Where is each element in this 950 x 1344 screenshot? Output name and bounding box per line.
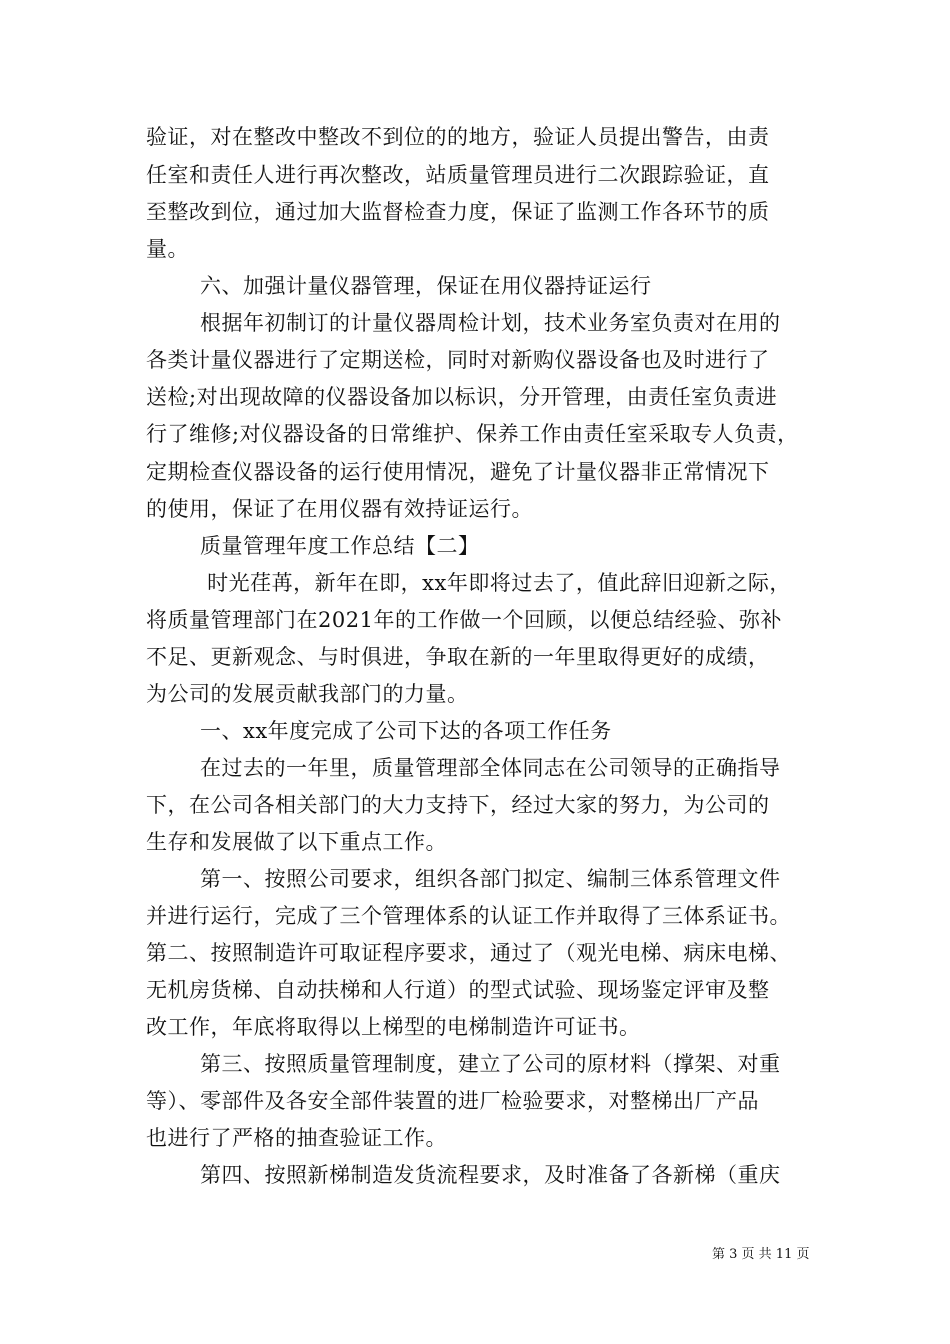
- text-line: 时光荏苒，新年在即，xx年即将过去了，值此辞旧迎新之际，: [200, 571, 791, 595]
- text-line: 在过去的一年里，质量管理部全体同志在公司领导的正确指导: [200, 756, 781, 780]
- page-number-footer: 第 3 页 共 11 页: [712, 1247, 810, 1262]
- text-line: 为公司的发展贡献我部门的力量。: [146, 682, 469, 706]
- text-line: 等）、零部件及各安全部件装置的进厂检验要求，对整梯出厂产品: [146, 1089, 759, 1113]
- text-line: 第四、按照新梯制造发货流程要求，及时准备了各新梯（重庆: [200, 1163, 781, 1187]
- text-line: 第二、按照制造许可取证程序要求，通过了（观光电梯、病床电梯、: [146, 941, 791, 965]
- text-line: 行了维修;对仪器设备的日常维护、保养工作由责任室采取专人负责，: [146, 422, 799, 446]
- text-line: 并进行运行，完成了三个管理体系的认证工作并取得了三体系证书。: [146, 904, 791, 928]
- text-line: 送检;对出现故障的仪器设备加以标识，分开管理，由责任室负责进: [146, 385, 778, 409]
- text-line: 至整改到位，通过加大监督检查力度，保证了监测工作各环节的质: [146, 200, 770, 224]
- text-line: 不足、更新观念、与时俱进，争取在新的一年里取得更好的成绩，: [146, 645, 770, 669]
- text-line: 第一、按照公司要求，组织各部门拟定、编制三体系管理文件: [200, 867, 781, 891]
- text-line: 生存和发展做了以下重点工作。: [146, 830, 447, 854]
- text-line: 定期检查仪器设备的运行使用情况，避免了计量仪器非正常情况下: [146, 460, 770, 484]
- text-line: 将质量管理部门在2021年的工作做一个回顾，以便总结经验、弥补: [146, 608, 782, 632]
- section-heading: 六、加强计量仪器管理，保证在用仪器持证运行: [200, 274, 652, 298]
- document-subtitle: 质量管理年度工作总结【二】: [200, 534, 480, 558]
- text-line: 量。: [146, 237, 189, 261]
- text-line: 验证，对在整改中整改不到位的的地方，验证人员提出警告，由责: [146, 125, 770, 149]
- text-line: 无机房货梯、自动扶梯和人行道）的型式试验、现场鉴定评审及整: [146, 978, 770, 1002]
- text-line: 下，在公司各相关部门的大力支持下，经过大家的努力，为公司的: [146, 793, 770, 817]
- section-heading: 一、xx年度完成了公司下达的各项工作任务: [200, 719, 612, 743]
- text-line: 任室和责任人进行再次整改，站质量管理员进行二次跟踪验证，直: [146, 163, 770, 187]
- text-line: 第三、按照质量管理制度，建立了公司的原材料（撑架、对重: [200, 1052, 781, 1076]
- text-line: 改工作，年底将取得以上梯型的电梯制造许可证书。: [146, 1015, 641, 1039]
- text-line: 的使用，保证了在用仪器有效持证运行。: [146, 497, 533, 521]
- text-line: 也进行了严格的抽查验证工作。: [146, 1126, 447, 1150]
- text-line: 根据年初制订的计量仪器周检计划，技术业务室负责对在用的: [200, 311, 781, 335]
- text-line: 各类计量仪器进行了定期送检，同时对新购仪器设备也及时进行了: [146, 348, 770, 372]
